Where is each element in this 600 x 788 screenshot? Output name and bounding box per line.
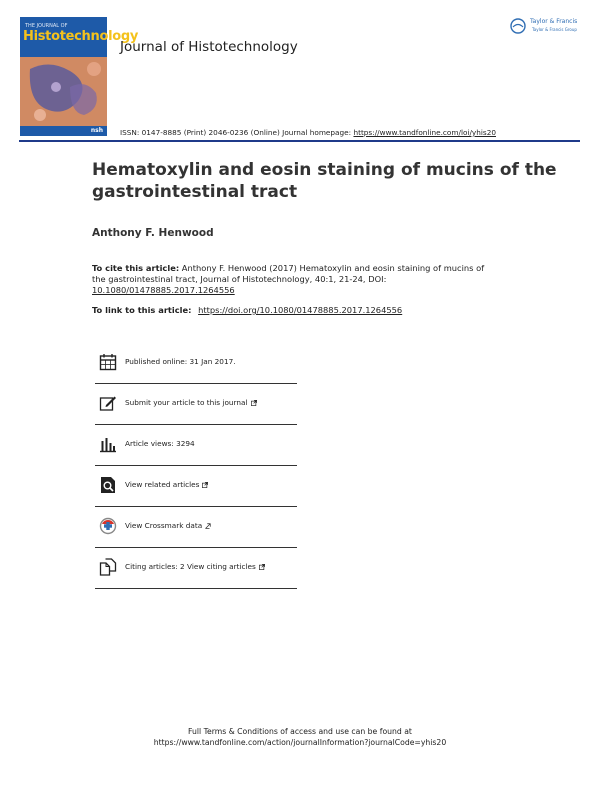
publisher-logo-sub: Taylor & Francis Group	[532, 27, 577, 32]
publisher-logo-icon	[510, 18, 526, 34]
article-link-label: To link to this article:	[92, 305, 192, 315]
journal-name: Journal of Histotechnology	[120, 39, 298, 55]
bar-chart-icon	[99, 435, 117, 453]
info-item-label	[125, 562, 265, 571]
citation-block	[92, 263, 492, 296]
issn-text: ISSN: 0147-8885 (Print) 2046-0236 (Online) Journal homepage:	[120, 128, 352, 137]
info-item-related[interactable]	[95, 466, 297, 507]
external-link-icon	[251, 400, 257, 406]
article-title: Hematoxylin and eosin staining of mucins of the gastrointestinal tract	[92, 160, 557, 202]
info-item-label: Published online: 31 Jan 2017.	[125, 357, 236, 366]
publisher-logo-name: Taylor & Francis	[530, 18, 578, 25]
external-link-icon	[259, 564, 265, 570]
citing-articles-link[interactable]: Citing articles: 2 View citing articles	[125, 562, 256, 571]
citation-doi-link[interactable]: 10.1080/01478885.2017.1264556	[92, 285, 235, 295]
related-articles-icon	[99, 476, 117, 494]
related-articles-link[interactable]: View related articles	[125, 480, 200, 489]
article-doi-link[interactable]: https://doi.org/10.1080/01478885.2017.1264556	[198, 305, 403, 315]
info-item-views	[95, 425, 297, 466]
crossmark-link[interactable]: View Crossmark data	[125, 521, 203, 530]
info-item-crossmark[interactable]	[95, 507, 297, 548]
article-link-line	[92, 305, 402, 315]
crossmark-icon	[99, 517, 117, 535]
cover-title: Histotechnology	[23, 29, 139, 44]
issn-line	[120, 128, 496, 137]
article-author: Anthony F. Henwood	[92, 227, 214, 239]
external-link-icon	[202, 482, 208, 488]
footer-terms-link[interactable]: https://www.tandfonline.com/action/journalInformation?journalCode=yhis20	[153, 738, 447, 747]
cover-publisher-mark: nsh	[90, 127, 103, 134]
cover-footer-band	[20, 126, 107, 136]
info-item-published	[95, 343, 297, 384]
submit-article-link[interactable]: Submit your article to this journal	[125, 398, 248, 407]
journal-homepage-link[interactable]: https://www.tandfonline.com/loi/yhis20	[353, 128, 496, 137]
journal-cover-image	[20, 17, 139, 136]
info-item-label	[125, 521, 211, 530]
external-link-icon	[205, 523, 211, 529]
info-item-label	[125, 398, 257, 407]
info-item-label: Article views: 3294	[125, 439, 195, 448]
citation-text: Anthony F. Henwood (2017) Hematoxylin and eosin staining of mucins of the gastrointestinal tract, Journal of Histotechnology, 40:1, 21-24, DOI:	[92, 263, 485, 284]
header-divider	[19, 140, 580, 142]
info-item-citing[interactable]	[95, 548, 297, 589]
citation-label: To cite this article:	[92, 263, 180, 273]
cover-micrograph	[20, 57, 107, 126]
publisher-logo[interactable]	[510, 16, 584, 36]
article-info-list	[95, 343, 297, 589]
calendar-icon	[99, 353, 117, 371]
footer-terms-text: Full Terms & Conditions of access and use can be found at	[188, 727, 412, 736]
info-item-label	[125, 480, 208, 489]
info-item-submit[interactable]	[95, 384, 297, 425]
cover-small-title: THE JOURNAL OF	[25, 23, 68, 29]
edit-icon	[99, 394, 117, 412]
citing-articles-icon	[99, 558, 117, 576]
footer	[0, 726, 600, 748]
